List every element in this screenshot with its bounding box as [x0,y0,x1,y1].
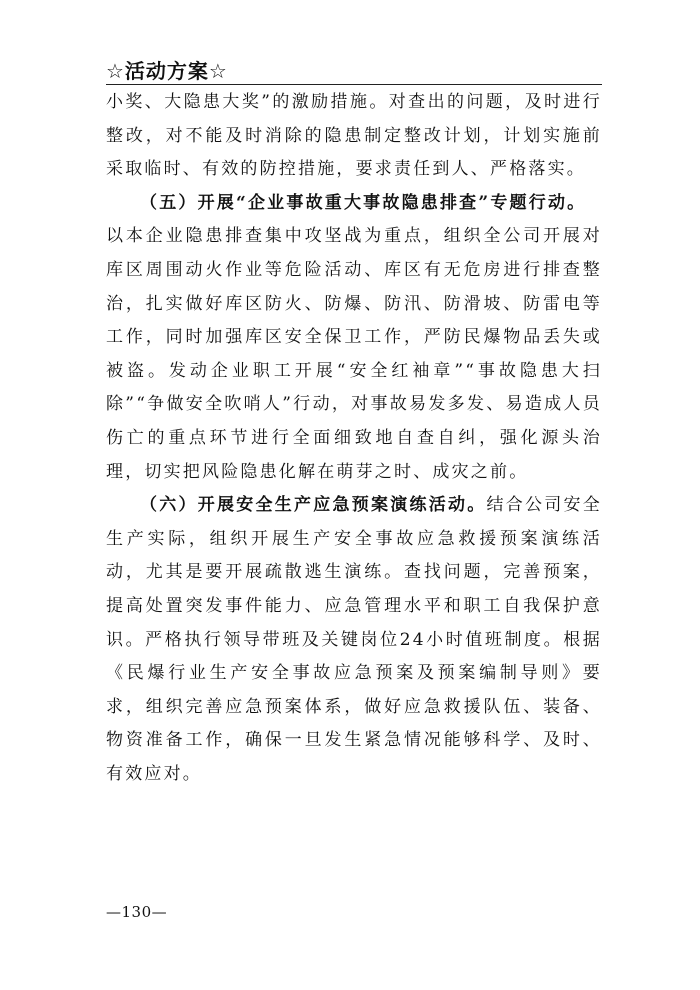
section-5-body: 以本企业隐患排查集中攻坚战为重点，组织全公司开展对库区周围动火作业等危险活动、库区有无危房进行排查整治，扎实做好库区防火、防爆、防汛、防滑坡、防雷电等工作，同时加强库区安全保卫工作，严防民爆物品丢失或被盗。发动企业职工开展“安全红袖章”“事故隐患大扫除”“争做安全吹哨人”行动，对事故易发多发、易造成人员伤亡的重点环节进行全面细致地自查自纠，强化源头治理，切实把风险隐患化解在萌芽之时、成灾之前。 [106,226,602,482]
header-divider [106,84,602,85]
section-6-paragraph [106,489,602,791]
section-6-heading: （六）开展安全生产应急预案演练活动。 [140,495,487,516]
page-number: —130— [106,903,168,921]
section-6-body: 结合公司安全生产实际，组织开展生产安全事故应急救援预案演练活动，尤其是要开展疏散逃生演练。查找问题，完善预案，提高处置突发事件能力、应急管理水平和职工自我保护意识。严格执行领导带班及关键岗位24小时值班制度。根据《民爆行业生产安全事故应急预案及预案编制导则》要求，组织完善应急预案体系，做好应急救援队伍、装备、物资准备工作，确保一旦发生紧急情况能够科学、及时、有效应对。 [106,495,602,784]
paragraph-continuation: 小奖、大隐患大奖”的激励措施。对查出的问题，及时进行整改，对不能及时消除的隐患制定整改计划，计划实施前采取临时、有效的防控措施，要求责任到人、严格落实。 [106,92,602,180]
page-header-title: ☆活动方案☆ [106,59,228,83]
document-body [106,86,602,791]
section-5-paragraph [106,187,602,221]
section-5-heading: （五）开展“企业事故重大事故隐患排查”专题行动。 [140,192,587,213]
